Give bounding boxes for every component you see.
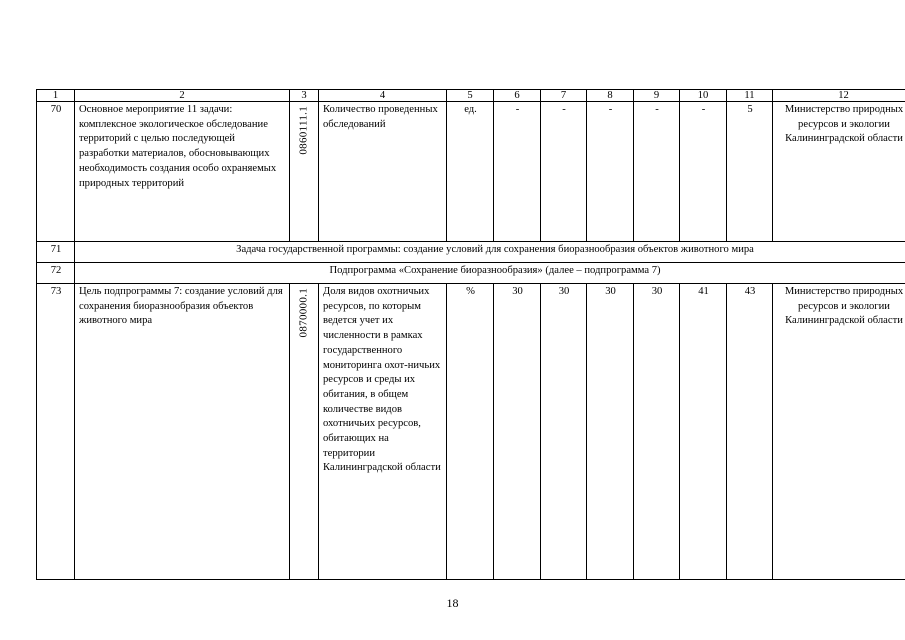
indicator-name: Доля видов охотничьих ресурсов, по которым ведется учет их численности в рамках государственного мониторинга охот-ничьих ресурсов и среды их обитания, в общем количестве видов охотничьих ресурсов, обитающих на территории Калининградской области [319,284,447,580]
budget-code: 0870000.1 [297,288,310,338]
header-cell: 8 [587,90,634,102]
unit: ед. [447,102,494,242]
value-cell: 43 [727,284,773,580]
value-cell: 30 [634,284,680,580]
value-cell: - [587,102,634,242]
value-cell: - [634,102,680,242]
unit: % [447,284,494,580]
value-cell: - [494,102,541,242]
header-cell: 5 [447,90,494,102]
indicators-table [36,89,905,580]
table-row [37,102,905,242]
header-cell: 7 [541,90,587,102]
row-number: 70 [37,102,75,242]
header-cell: 2 [75,90,290,102]
table-row [37,284,905,580]
header-cell: 4 [319,90,447,102]
header-cell: 1 [37,90,75,102]
code-cell [290,284,319,580]
header-row [37,90,905,102]
header-cell: 3 [290,90,319,102]
row-number: 72 [37,263,75,284]
value-cell: - [680,102,727,242]
value-cell: 41 [680,284,727,580]
row-number: 71 [37,242,75,263]
measure-name: Основное мероприятие 11 задачи: комплексное экологическое обследование территорий с целью последующей разработки материалов, обосновывающих необходимость создания особо охраняемых природных территорий [75,102,290,242]
header-cell: 11 [727,90,773,102]
subprogram-heading: Подпрограмма «Сохранение биоразнообразия» (далее – подпрограмма 7) [75,263,905,284]
row-number: 73 [37,284,75,580]
measure-name: Цель подпрограммы 7: создание условий для сохранения биоразнообразия объектов животного мира [75,284,290,580]
table-row [37,263,905,284]
value-cell: 30 [494,284,541,580]
budget-code: 0860111.1 [297,106,310,155]
indicator-name: Количество проведенных обследований [319,102,447,242]
value-cell: 30 [541,284,587,580]
header-cell: 10 [680,90,727,102]
code-cell [290,102,319,242]
value-cell: - [541,102,587,242]
executor: Министерство природных ресурсов и экологии Калининградской области [773,284,905,580]
page-number: 18 [446,596,459,610]
executor: Министерство природных ресурсов и экологии Калининградской области [773,102,905,242]
task-heading: Задача государственной программы: создание условий для сохранения биоразнообразия объектов животного мира [75,242,905,263]
table-row [37,242,905,263]
value-cell: 5 [727,102,773,242]
header-cell: 12 [773,90,905,102]
header-cell: 6 [494,90,541,102]
header-cell: 9 [634,90,680,102]
value-cell: 30 [587,284,634,580]
